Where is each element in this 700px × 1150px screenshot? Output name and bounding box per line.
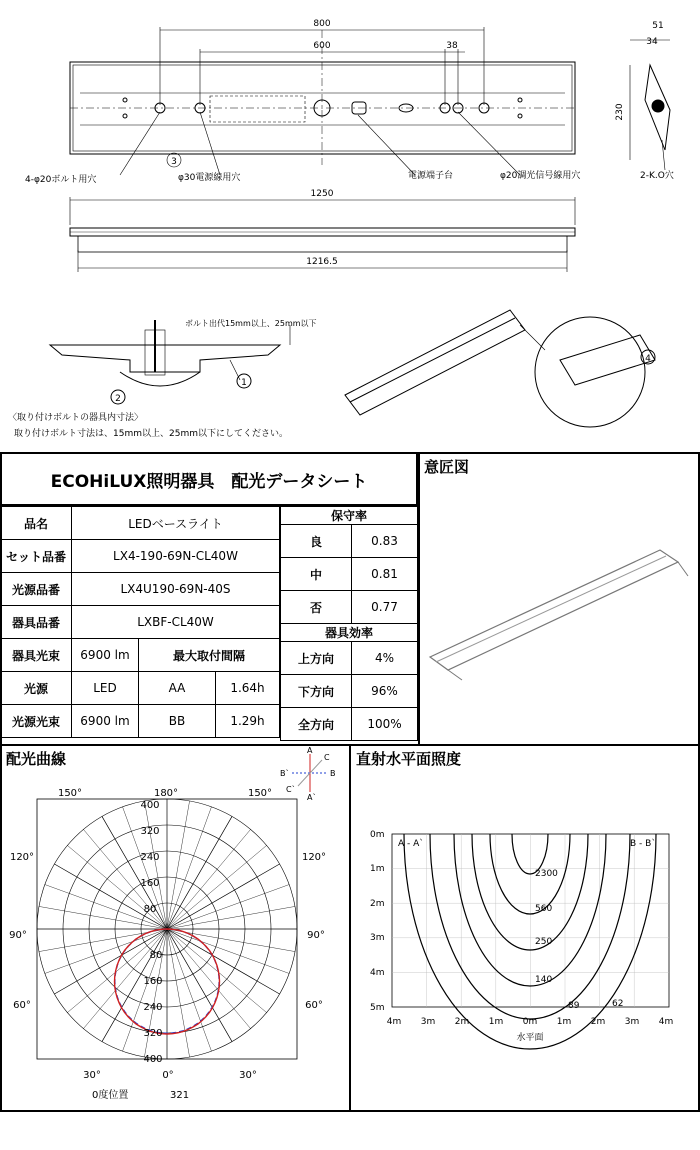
maintenance-table <box>280 506 418 741</box>
value-up: 4% <box>352 642 418 675</box>
end-view <box>630 40 670 160</box>
radial-upper-400: 400 <box>140 800 160 811</box>
dim-51: 51 <box>652 21 664 31</box>
callout-power-hole: φ30電源線用穴 <box>178 173 241 183</box>
callout-bolt-holes: 4-φ20ボルト用穴 <box>25 175 97 185</box>
radial-lower-80: 80 <box>149 950 163 961</box>
radial-upper-80: 80 <box>143 904 157 915</box>
dim-230: 230 <box>615 103 625 121</box>
data-sheet <box>0 452 700 1112</box>
label-set: セット品番 <box>1 540 72 573</box>
contour-89: 89 <box>568 1001 580 1011</box>
value-src: LX4U190-69N-40S <box>72 573 280 606</box>
value-all: 100% <box>352 708 418 741</box>
value-set: LX4-190-69N-CL40W <box>72 540 280 573</box>
xtick-4: 0m <box>522 1017 538 1027</box>
illum-title: 直射水平面照度 <box>356 750 462 768</box>
angle-150-left: 150° <box>57 788 83 799</box>
value-aa: 1.64h <box>216 672 280 705</box>
value-light: LED <box>72 672 139 705</box>
radial-lower-240: 240 <box>143 1002 163 1013</box>
angle-120-right: 120° <box>301 852 327 863</box>
label-efficiency: 器具効率 <box>281 624 418 642</box>
xtick-3: 1m <box>488 1017 504 1027</box>
callout-number-2: 2 <box>115 394 121 404</box>
illum-grid <box>392 834 669 1007</box>
legend-a: A <box>307 746 313 755</box>
label-light: 光源 <box>1 672 72 705</box>
contour-2300: 2300 <box>535 869 558 879</box>
angle-60-right: 60° <box>305 1000 323 1011</box>
label-good: 良 <box>281 525 352 558</box>
xtick-2: 2m <box>454 1017 470 1027</box>
label-hinmei: 品名 <box>1 507 72 540</box>
callout-dimmer-hole: φ20調光信号線用穴 <box>500 171 581 181</box>
angle-30-left: 30° <box>83 1070 101 1081</box>
zero-position-label: 0度位置 <box>92 1090 129 1101</box>
legend-b: B <box>330 769 336 778</box>
polar-title: 配光曲線 <box>6 750 67 768</box>
value-srcflux: 6900 lm <box>72 705 139 738</box>
contour-curve-89 <box>430 834 630 1019</box>
contour-250: 250 <box>535 937 553 947</box>
dim-34: 34 <box>646 37 658 47</box>
polar-chart <box>0 744 349 1112</box>
xtick-5: 1m <box>556 1017 572 1027</box>
ytick-1: 1m <box>370 864 385 874</box>
radial-lower-400: 400 <box>143 1054 163 1065</box>
xtick-7: 3m <box>624 1017 640 1027</box>
fixture-caption: 〈取り付けボルトの器具内寸法〉 <box>8 413 144 423</box>
ytick-4: 4m <box>370 968 385 978</box>
angle-0: 0° <box>162 1070 174 1081</box>
callout-number-3: 3 <box>171 157 177 167</box>
dimension-lines <box>70 27 575 272</box>
callout-number-1: 1 <box>241 378 247 388</box>
contour-curve-2300 <box>512 834 548 874</box>
angle-90-left: 90° <box>9 930 27 941</box>
dim-1216: 1216.5 <box>306 257 338 267</box>
label-body: 器具品番 <box>1 606 72 639</box>
contour-560: 560 <box>535 904 553 914</box>
illum-x-ticks <box>387 1017 674 1027</box>
radial-upper-240: 240 <box>140 852 160 863</box>
ytick-2: 2m <box>370 899 385 909</box>
cross-section <box>50 320 290 404</box>
technical-drawing <box>0 0 700 450</box>
illum-y-ticks <box>370 830 385 1013</box>
callout-number-4: 4 <box>645 354 651 364</box>
label-all: 全方向 <box>281 708 352 741</box>
design-title: 意匠図 <box>424 458 470 476</box>
radial-lower-160: 160 <box>143 976 163 987</box>
label-src: 光源品番 <box>1 573 72 606</box>
illum-left-label: A - A` <box>398 839 424 849</box>
xtick-1: 3m <box>420 1017 436 1027</box>
value-flux: 6900 lm <box>72 639 139 672</box>
radial-upper-320: 320 <box>140 826 160 837</box>
angle-90-right: 90° <box>307 930 325 941</box>
label-flux: 器具光束 <box>1 639 72 672</box>
ytick-5: 5m <box>370 1003 385 1013</box>
value-bb: 1.29h <box>216 705 280 738</box>
dim-600: 600 <box>313 41 331 51</box>
value-hinmei: LEDベースライト <box>72 507 280 540</box>
radial-lower-320: 320 <box>143 1028 163 1039</box>
legend-c2: C` <box>286 785 296 794</box>
angle-180: 180° <box>153 788 179 799</box>
label-bad: 否 <box>281 591 352 624</box>
label-aa: AA <box>139 672 216 705</box>
callout-ko-hole: 2-K.O穴 <box>640 171 674 181</box>
illum-x-label: 水平面 <box>516 1033 544 1043</box>
perspective-view <box>345 310 655 427</box>
label-down: 下方向 <box>281 675 352 708</box>
dim-800: 800 <box>313 19 331 29</box>
dim-1250: 1250 <box>310 189 334 199</box>
xtick-6: 2m <box>590 1017 606 1027</box>
ytick-3: 3m <box>370 933 385 943</box>
legend-b2: B` <box>280 769 290 778</box>
contour-curve-140 <box>454 834 606 986</box>
axis-legend <box>280 746 336 802</box>
label-up: 上方向 <box>281 642 352 675</box>
sheet-title: ECOHiLUX照明器具 配光データシート <box>0 452 418 506</box>
angle-120-left: 120° <box>9 852 35 863</box>
value-bad: 0.77 <box>352 591 418 624</box>
angle-30-right: 30° <box>239 1070 257 1081</box>
xtick-8: 4m <box>658 1017 674 1027</box>
value-body: LXBF-CL40W <box>72 606 280 639</box>
value-mid: 0.81 <box>352 558 418 591</box>
side-view <box>70 228 575 252</box>
xtick-0: 4m <box>386 1017 402 1027</box>
label-maintenance: 保守率 <box>281 507 418 525</box>
contour-curve-250 <box>472 834 588 950</box>
illum-right-label: B - B` <box>630 839 656 849</box>
spec-table <box>0 506 280 738</box>
label-maxgap: 最大取付間隔 <box>139 639 280 672</box>
label-bb: BB <box>139 705 216 738</box>
bolt-note: ボルト出代15mm以上、25mm以下 <box>185 319 317 328</box>
fixture-note: 取り付けボルト寸法は、15mm以上、25mm以下にしてください。 <box>14 429 288 439</box>
label-mid: 中 <box>281 558 352 591</box>
zero-position-value: 321 <box>170 1090 190 1101</box>
legend-a2: A` <box>307 793 317 802</box>
value-down: 96% <box>352 675 418 708</box>
label-srcflux: 光源光束 <box>1 705 72 738</box>
value-good: 0.83 <box>352 525 418 558</box>
design-image <box>420 532 698 692</box>
contour-140: 140 <box>535 975 553 985</box>
angle-150-right: 150° <box>247 788 273 799</box>
contour-62: 62 <box>612 999 624 1009</box>
radial-upper-160: 160 <box>140 878 160 889</box>
ytick-0: 0m <box>370 830 385 840</box>
dim-38: 38 <box>446 41 458 51</box>
callout-terminal: 電源端子台 <box>408 171 454 181</box>
illuminance-chart <box>350 744 700 1112</box>
legend-c: C <box>324 753 330 762</box>
angle-60-left: 60° <box>13 1000 31 1011</box>
